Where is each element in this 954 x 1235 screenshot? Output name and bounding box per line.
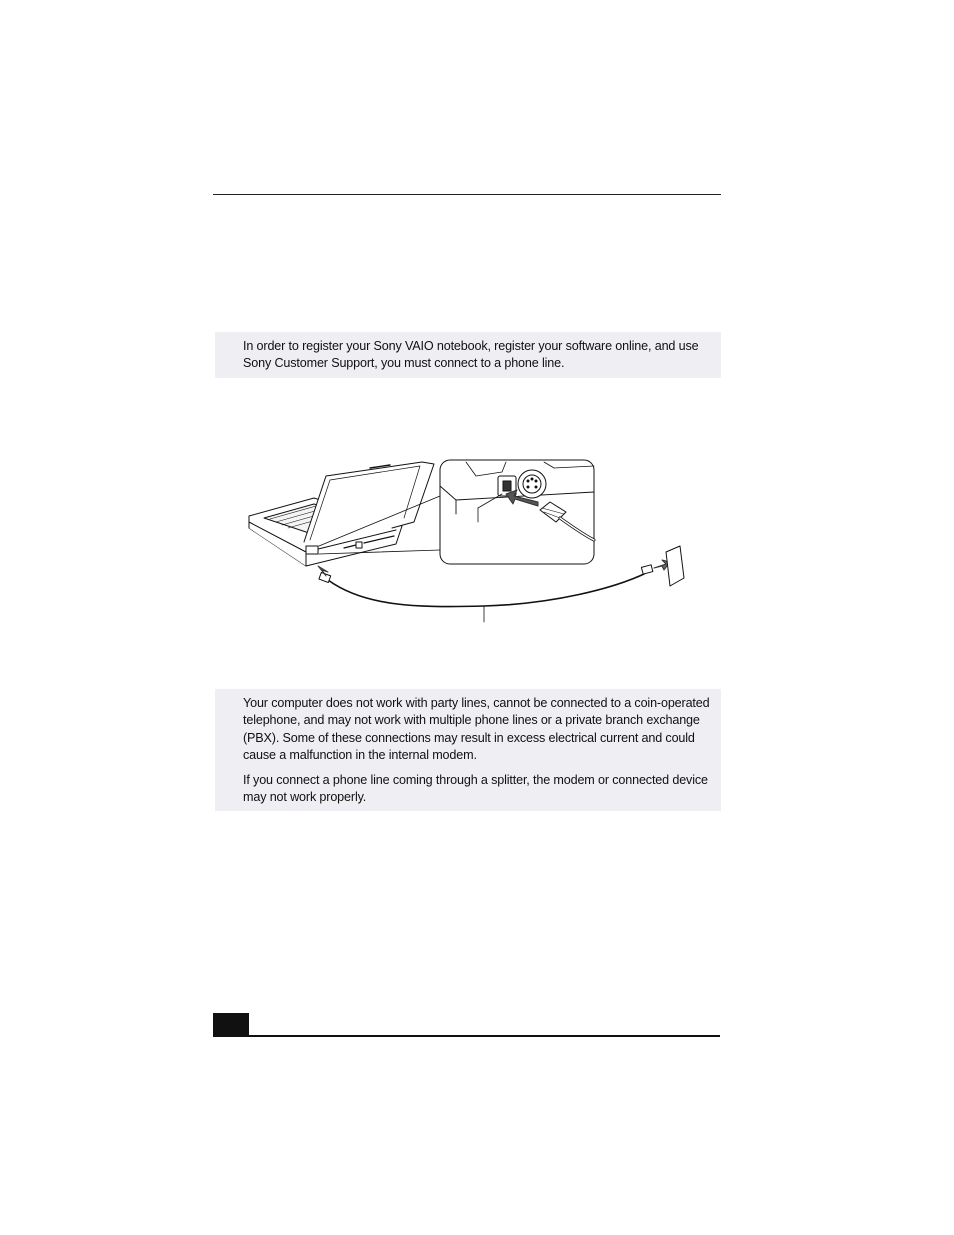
modem-connection-illustration bbox=[244, 456, 694, 626]
note-text-registration: In order to register your Sony VAIO notebook, register your software online, and use Sony Customer Support, you must connect to a phone line. bbox=[243, 339, 699, 371]
page-number-tab bbox=[213, 1013, 249, 1036]
header-rule bbox=[213, 194, 721, 195]
note-box-registration bbox=[215, 332, 721, 378]
note-box-warning bbox=[215, 689, 721, 811]
modem-port-inset bbox=[440, 460, 594, 564]
laptop-icon bbox=[249, 462, 434, 566]
note-text-warning-1: Your computer does not work with party lines, cannot be connected to a coin-operated telephone, and may not work with multiple phone lines or a private branch exchange (PBX). Some of these connections may result in excess electrical current and could cause a malfunction in the internal modem. bbox=[243, 696, 710, 763]
wall-jack-icon bbox=[666, 456, 684, 586]
note-text-warning-2: If you connect a phone line coming through a splitter, the modem or connected device may not work properly. bbox=[243, 772, 708, 805]
footer-rule bbox=[213, 1035, 720, 1037]
phone-cable bbox=[328, 574, 644, 607]
